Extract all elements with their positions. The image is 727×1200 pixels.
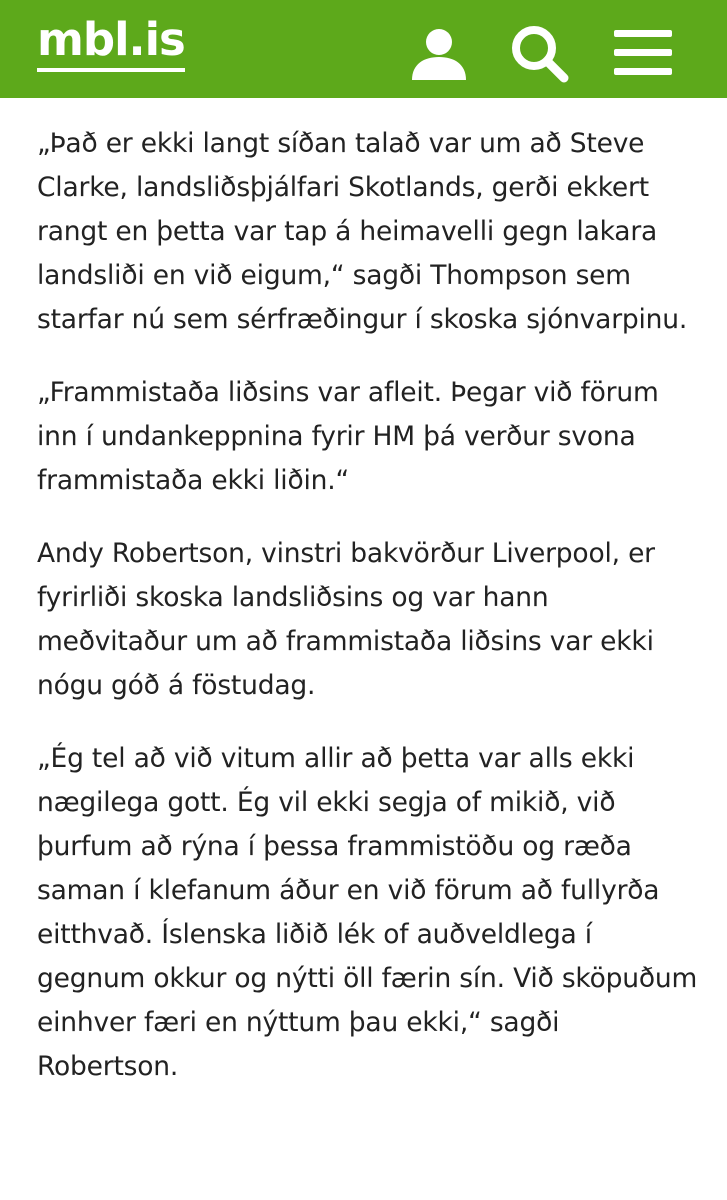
article-body [37,122,705,1118]
user-icon[interactable] [408,22,470,84]
site-logo[interactable]: mbl.is [37,12,185,72]
menu-icon-graphic [612,22,674,84]
article-paragraph: Andy Robertson, vinstri bakvörður Liverpool, er fyrirliði skoska landsliðsins og var hann meðvitaður um að frammistaða liðsins var ekki nógu góð á föstudag. [37,538,655,701]
article-paragraph: „Frammistaða liðsins var afleit. Þegar við förum inn í undankeppnina fyrir HM þá verður svona frammistaða ekki liðin.“ [37,377,659,496]
menu-icon[interactable] [612,22,674,84]
article-paragraph: „Það er ekki langt síðan talað var um að Steve Clarke, landsliðsþjálfari Skotlands, gerði ekkert rangt en þetta var tap á heimavelli gegn lakara landsliði en við eigum,“ sagði Thompson sem starfar nú sem sérfræðingur í skoska sjónvarpinu. [37,128,688,335]
site-header [0,0,727,98]
article-paragraph: „Ég tel að við vitum allir að þetta var alls ekki nægilega gott. Ég vil ekki segja of mikið, við þurfum að rýna í þessa frammistöðu og ræða saman í klefanum áður en við förum að fullyrða eitthvað. Íslenska liðið lék of auðveldlega í gegnum okkur og nýtti öll færin sín. Við sköpuðum einhver færi en nýttum þau ekki,“ sagði Robertson. [37,743,698,1082]
user-icon-graphic [408,22,470,84]
search-icon[interactable] [508,22,570,84]
search-icon-graphic [508,22,570,84]
